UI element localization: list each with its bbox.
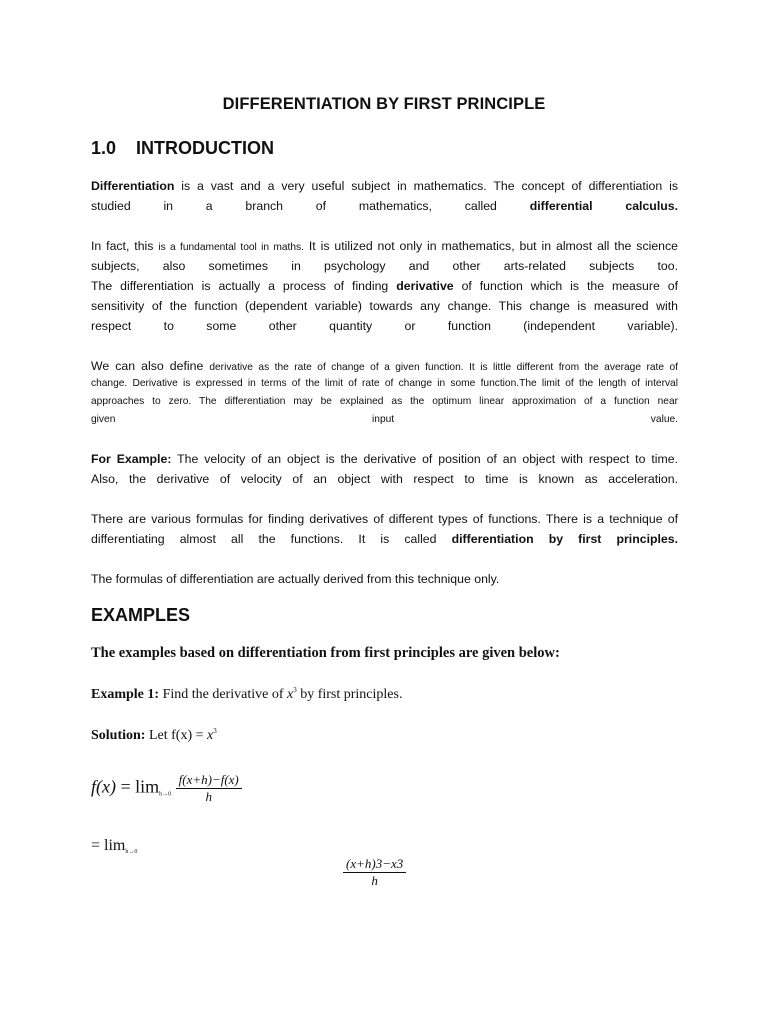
bold-term: differentiation by first principles. — [451, 532, 679, 546]
paragraph-line: respect to some other quantity or function (independent variable). — [91, 319, 678, 333]
text-run: The velocity of an object is the derivative of position of an object with respect to time. — [177, 452, 678, 466]
paragraph-line: Also, the derivative of velocity of an object with respect to time is known as acceleration. — [91, 472, 678, 486]
text-run: studied in a branch of mathematics, called — [91, 199, 497, 213]
text-run: The differentiation is actually a process of finding — [91, 279, 389, 293]
bold-term: derivative — [396, 279, 454, 293]
fraction-numerator: (x+h)3−x3 — [343, 856, 406, 873]
math-variable: x — [286, 687, 294, 702]
formula-lhs: f(x) — [91, 776, 116, 797]
paragraph-line — [91, 276, 678, 296]
limit-subscript: h→0 — [125, 849, 138, 855]
text-run: In fact, this — [91, 239, 154, 253]
math-variable: x — [207, 728, 214, 743]
text-run: is a fundamental tool in maths. — [158, 242, 304, 253]
paragraph-line: sensitivity of the function (dependent variable) towards any change. This change is measured with — [91, 299, 678, 313]
paragraph-line — [91, 176, 678, 196]
paragraph-line — [91, 529, 678, 549]
paragraph-line: There are various formulas for finding derivatives of different types of functions. There is a technique of — [91, 512, 678, 526]
page-title: DIFFERENTIATION BY FIRST PRINCIPLE — [222, 95, 546, 113]
paragraph-line: given input value. — [91, 414, 678, 425]
paragraph-line — [91, 449, 678, 469]
limit-operator: = lim — [120, 776, 160, 797]
text-run: by first principles. — [300, 687, 403, 702]
section-heading-examples: EXAMPLES — [91, 605, 191, 625]
text-run: Let f(x) = — [148, 728, 204, 743]
fraction — [176, 772, 242, 805]
exponent: 3 — [213, 727, 217, 735]
formula-step-2-limit — [91, 837, 137, 855]
text-run: We can also define — [91, 359, 204, 373]
paragraph-line: change. Derivative is expressed in terms of the limit of rate of change in some function.The limit of the length of interval — [91, 378, 678, 389]
paragraph-formulas-technique — [91, 509, 678, 549]
paragraph-for-example — [91, 449, 678, 489]
section-number: 1.0 — [91, 138, 117, 158]
bold-term: differential — [529, 199, 593, 213]
paragraph-line — [91, 357, 678, 375]
solution-label: Solution: — [91, 728, 146, 743]
paragraph-line — [91, 196, 678, 216]
paragraph-formulas-derived — [91, 569, 678, 589]
example-1 — [91, 686, 402, 703]
paragraph-differentiation-tool — [91, 236, 678, 336]
fraction-denominator: h — [371, 873, 378, 888]
text-run: Find the derivative of — [162, 687, 284, 702]
bold-term: For Example: — [91, 452, 172, 466]
text-run: is a vast and a very useful subject in mathematics. The concept of differentiation is — [181, 179, 678, 193]
formula-step-2-fraction — [343, 856, 406, 889]
formula-first-principle — [91, 772, 242, 805]
paragraph-derivative-definition — [91, 357, 678, 429]
fraction-numerator: f(x+h)−f(x) — [176, 772, 242, 789]
section-title: INTRODUCTION — [136, 138, 274, 158]
section-heading-introduction — [91, 138, 274, 159]
text-run: differentiating almost all the functions. It is called — [91, 532, 437, 546]
examples-intro: The examples based on differentiation from first principles are given below: — [91, 645, 560, 661]
bold-term: calculus. — [625, 199, 679, 213]
paragraph-line: approaches to zero. The differentiation may be explained as the optimum linear approximation of a function near — [91, 396, 678, 407]
paragraph-line: subjects, also sometimes in psychology and other arts-related subjects too. — [91, 259, 678, 273]
fraction — [343, 856, 406, 889]
text-run: It is utilized not only in mathematics, but in almost all the science — [308, 239, 678, 253]
bold-term: Differentiation — [91, 179, 175, 193]
text-run: derivative as the rate of change of a given function. It is little different from the average rate of — [209, 362, 678, 373]
paragraph-line — [91, 236, 678, 256]
limit-operator: = lim — [91, 837, 126, 854]
limit-subscript: h→0 — [159, 791, 172, 798]
text-run: of function which is the measure of — [461, 279, 678, 293]
paragraph-differentiation-intro — [91, 176, 678, 216]
fraction-denominator: h — [205, 789, 212, 804]
solution-line — [91, 727, 217, 744]
exponent: 3 — [293, 686, 297, 694]
example-label: Example 1: — [91, 687, 160, 702]
paragraph-line: The formulas of differentiation are actually derived from this technique only. — [91, 572, 500, 586]
